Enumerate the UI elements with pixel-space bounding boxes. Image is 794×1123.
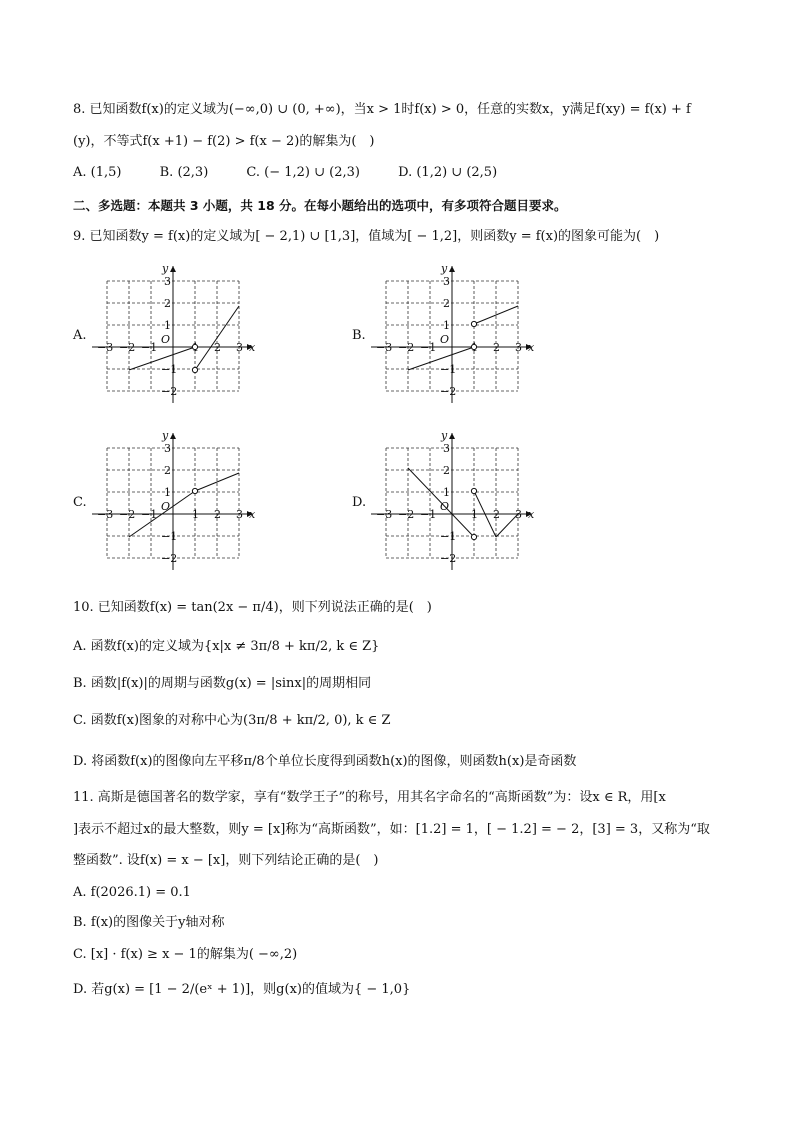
graph-b[interactable] <box>367 260 537 405</box>
graph-d-grid <box>371 429 535 570</box>
graph-d-x-tick-label: −1 <box>420 508 437 521</box>
graph-a-y-tick-label: 2 <box>164 297 171 310</box>
graph-c-y-tick-label: 2 <box>164 464 171 477</box>
graph-c-label[interactable]: C. <box>73 495 87 510</box>
graph-c-x-tick-label: −2 <box>119 508 136 521</box>
graph-a-x-tick-label: −2 <box>119 341 136 354</box>
graph-b-x-tick-label: −2 <box>398 341 415 354</box>
graph-d-y-tick-label: 1 <box>443 486 450 499</box>
graph-c-y-tick-label: −2 <box>161 552 178 565</box>
q10-option-c[interactable]: C. 函数f(x)图象的对称中心为(3π/8 + kπ/2, 0), k ∈ Z <box>73 713 391 728</box>
graph-b-y-tick-label: 1 <box>443 319 450 332</box>
graph-a-origin-label: O <box>161 333 171 346</box>
graph-c-y-tick-label: −1 <box>161 530 178 543</box>
graph-c-x-tick-label: −3 <box>97 508 114 521</box>
graph-c-y-arrow <box>170 433 176 439</box>
graph-d-x-tick-label: −3 <box>376 508 393 521</box>
q8-option-c[interactable]: C. (− 1,2) ∪ (2,3) <box>246 165 360 180</box>
graph-b-origin-label: O <box>440 333 450 346</box>
q8-option-a[interactable]: A. (1,5) <box>73 165 122 180</box>
q10-option-d[interactable]: D. 将函数f(x)的图像向左平移π/8个单位长度得到函数h(x)的图像，则函数h(x)是奇函数 <box>73 754 577 769</box>
graph-a-y-tick-label: 1 <box>164 319 171 332</box>
section2-heading: 二、多选题：本题共 3 小题，共 18 分。在每小题给出的选项中，有多项符合题目要求。 <box>73 198 567 213</box>
graph-b-x-tick-label: 2 <box>493 341 500 354</box>
graph-b-curve <box>408 306 518 370</box>
q11-option-a[interactable]: A. f(2026.1) = 0.1 <box>73 885 191 900</box>
graph-b-y-tick-label: −2 <box>440 385 457 398</box>
graph-c[interactable] <box>88 427 258 572</box>
q8-options <box>73 165 531 180</box>
graph-d[interactable] <box>367 427 537 572</box>
q8-stem-line2: (y)，不等式f(x +1) − f(2) > f(x − 2)的解集为( ) <box>73 134 375 149</box>
q10-option-b[interactable]: B. 函数|f(x)|的周期与函数g(x) = |sinx|的周期相同 <box>73 676 372 691</box>
graph-a[interactable] <box>88 260 258 405</box>
graph-d-x-tick-label: 3 <box>515 508 522 521</box>
graph-c-curve <box>129 473 239 537</box>
graph-b-x-tick-label: −1 <box>420 341 437 354</box>
graph-d-x-tick-label: 1 <box>471 508 478 521</box>
graph-d-y-arrow <box>449 433 455 439</box>
graph-b-grid <box>371 262 535 403</box>
graph-a-x-tick-label: 2 <box>214 341 221 354</box>
graph-d-y-label: y <box>441 429 448 442</box>
graph-a-x-tick-label: −1 <box>141 341 158 354</box>
graph-a-grid <box>92 262 256 403</box>
graph-a-label[interactable]: A. <box>73 328 87 343</box>
graph-a-y-label: y <box>162 262 169 275</box>
q9-stem: 9. 已知函数y = f(x)的定义域为[ − 2,1) ∪ [1,3]，值域为[ − 1,2]，则函数y = f(x)的图象可能为( ) <box>73 229 660 244</box>
q8-option-d[interactable]: D. (1,2) ∪ (2,5) <box>398 165 498 180</box>
graph-d-y-tick-label: 2 <box>443 464 450 477</box>
graph-d-label[interactable]: D. <box>352 495 367 510</box>
graph-a-y-tick-label: −2 <box>161 385 178 398</box>
q8-stem-line1: 8. 已知函数f(x)的定义域为(−∞,0) ∪ (0, +∞)，当x > 1时f(x) > 0，任意的实数x，y满足f(xy) = f(x) + f <box>73 102 691 117</box>
graph-a-y-tick-label: 3 <box>164 275 171 288</box>
q11-stem-line1: 11. 高斯是德国著名的数学家，享有“数学王子”的称号，用其名字命名的“高斯函数”为：设x ∈ R，用[x <box>73 790 666 805</box>
graph-c-y-label: y <box>162 429 169 442</box>
graph-c-x-tick-label: 1 <box>192 508 199 521</box>
graph-d-x-tick-label: −2 <box>398 508 415 521</box>
graph-c-x-tick-label: 3 <box>236 508 243 521</box>
graph-d-y-tick-label: 3 <box>443 442 450 455</box>
graph-c-x-tick-label: 2 <box>214 508 221 521</box>
graph-c-y-tick-label: 1 <box>164 486 171 499</box>
q11-stem-line2: ]表示不超过x的最大整数，则y = [x]称为“高斯函数”，如：[1.2] = 1，[ − 1.2] = − 2，[3] = 3，又称为“取 <box>73 822 710 837</box>
graph-c-y-tick-label: 3 <box>164 442 171 455</box>
graph-b-x-tick-label: −3 <box>376 341 393 354</box>
q8-option-b[interactable]: B. (2,3) <box>159 165 209 180</box>
graph-d-x-label: x <box>528 508 535 521</box>
q11-stem-line3: 整函数”. 设f(x) = x − [x]，则下列结论正确的是( ) <box>73 853 379 868</box>
graph-d-origin-label: O <box>440 500 450 513</box>
graph-a-x-label: x <box>249 341 256 354</box>
graph-b-label[interactable]: B. <box>352 328 366 343</box>
graph-a-y-tick-label: −1 <box>161 363 178 376</box>
q10-stem: 10. 已知函数f(x) = tan(2x − π/4)，则下列说法正确的是( ) <box>73 600 432 615</box>
graph-c-origin-label: O <box>161 500 171 513</box>
graph-a-y-arrow <box>170 266 176 272</box>
graph-c-grid <box>92 429 256 570</box>
graph-b-y-tick-label: 2 <box>443 297 450 310</box>
graph-d-y-tick-label: −2 <box>440 552 457 565</box>
graph-a-x-tick-label: −3 <box>97 341 114 354</box>
graph-b-x-label: x <box>528 341 535 354</box>
graph-b-y-label: y <box>441 262 448 275</box>
q11-option-c[interactable]: C. [x] · f(x) ≥ x − 1的解集为( −∞,2) <box>73 947 298 962</box>
graph-b-y-tick-label: 3 <box>443 275 450 288</box>
q11-option-b[interactable]: B. f(x)的图像关于y轴对称 <box>73 915 225 930</box>
q10-option-a[interactable]: A. 函数f(x)的定义域为{x|x ≠ 3π/8 + kπ/2, k ∈ Z} <box>73 639 380 654</box>
graph-a-curve <box>129 306 239 373</box>
graph-b-y-arrow <box>449 266 455 272</box>
graph-c-x-tick-label: −1 <box>141 508 158 521</box>
graph-c-x-label: x <box>249 508 256 521</box>
graph-d-x-tick-label: 2 <box>493 508 500 521</box>
graph-d-curve <box>408 468 518 540</box>
graph-b-y-tick-label: −1 <box>440 363 457 376</box>
graph-d-y-tick-label: −1 <box>440 530 457 543</box>
graph-a-x-tick-label: 3 <box>236 341 243 354</box>
graph-b-x-tick-label: 3 <box>515 341 522 354</box>
q11-option-d[interactable]: D. 若g(x) = [1 − 2/(eˣ + 1)]，则g(x)的值域为{ − 1,0} <box>73 982 411 997</box>
